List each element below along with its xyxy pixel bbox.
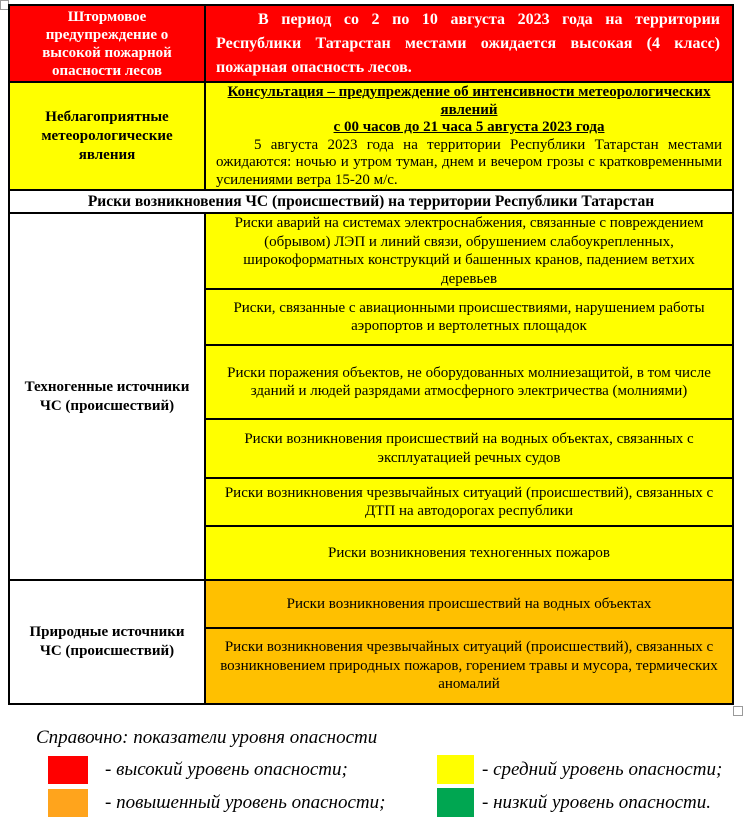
storm-warning-text: В период со 2 по 10 августа 2023 года на территории Республики Татарстан местами ожидается высокая (4 класс) пожарная опасность лесов.: [216, 10, 720, 76]
legend-label: - средний уровень опасности;: [482, 758, 723, 780]
technogenic-risks: [206, 214, 732, 579]
table-row: Риски возникновения чрезвычайных ситуаций (происшествий), связанных с ДТП на автодорогах республики: [206, 479, 732, 527]
technogenic-label-cell: [10, 214, 206, 579]
table-row: Риски возникновения происшествий на водных объектах, связанных с эксплуатацией речных судов: [206, 420, 732, 479]
high-danger-swatch: [48, 756, 88, 784]
storm-warning-row: [10, 6, 732, 83]
natural-risks: [206, 581, 732, 703]
legend-item-low: [437, 788, 711, 817]
table-row: Риски возникновения чрезвычайных ситуаций (происшествий), связанных с возникновением природных пожаров, горением травы и мусора, термических аномалий: [206, 629, 732, 703]
legend-item-elevated: [48, 789, 385, 817]
legend-label: - высокий уровень опасности;: [105, 759, 348, 780]
table-row: Риски возникновения происшествий на водных объектах: [206, 581, 732, 629]
adverse-weather-label-cell: [10, 83, 206, 189]
natural-label-cell: [10, 581, 206, 703]
storm-warning-label: Штормовое предупреждение о высокой пожарной опасности лесов: [42, 8, 172, 79]
storm-warning-label-cell: [10, 6, 206, 81]
table-row: Риски аварий на системах электроснабжения, связанные с повреждением (обрывом) ЛЭП и линий связи, обрушением слабоукрепленных, широкоформатных конструкций и башенных кранов, падением ветхих деревьев: [206, 214, 732, 290]
adverse-weather-row: [10, 83, 732, 191]
warning-table: [8, 4, 734, 705]
technogenic-section: [10, 214, 732, 581]
risks-header-row: [10, 191, 732, 214]
resize-handle[interactable]: [733, 706, 743, 716]
table-row: Риски, связанные с авиационными происшествиями, нарушением работы аэропортов и вертолетных площадок: [206, 290, 732, 346]
table-row: Риски поражения объектов, не оборудованных молниезащитой, в том числе зданий и людей разрядами атмосферного электричества (молниями): [206, 346, 732, 420]
storm-warning-text-cell: [206, 6, 732, 81]
risks-header-title: Риски возникновения ЧС (происшествий) на территории Республики Татарстан: [87, 192, 655, 210]
legend-item-high: [48, 756, 348, 784]
low-danger-swatch: [437, 788, 474, 817]
elevated-danger-swatch: [48, 789, 88, 817]
table-row: Риски возникновения техногенных пожаров: [206, 527, 732, 579]
consultation-body-text: 5 августа 2023 года на территории Республики Татарстан местами ожидаются: ночью и утром туман, днем и вечером грозы с кратковременными усилениями ветра 15-20 м/с.: [216, 136, 722, 188]
legend-item-medium: [437, 755, 722, 784]
technogenic-label: Техногенные источники ЧС (происшествий): [24, 378, 190, 414]
legend-label: - повышенный уровень опасности;: [105, 792, 386, 813]
consultation-heading-line1: Консультация – предупреждение об интенсивности метеорологических явлений: [227, 84, 711, 118]
natural-section: [10, 581, 732, 703]
adverse-weather-label: Неблагоприятные метеорологические явления: [41, 108, 173, 163]
adverse-weather-text-cell: [206, 83, 732, 189]
medium-danger-swatch: [437, 755, 474, 784]
legend-label: - низкий уровень опасности.: [482, 791, 712, 813]
consultation-heading-line2: с 00 часов до 21 часа 5 августа 2023 года: [333, 119, 605, 135]
legend-title: Справочно: показатели уровня опасности: [36, 727, 378, 748]
natural-label: Природные источники ЧС (происшествий): [29, 624, 185, 659]
